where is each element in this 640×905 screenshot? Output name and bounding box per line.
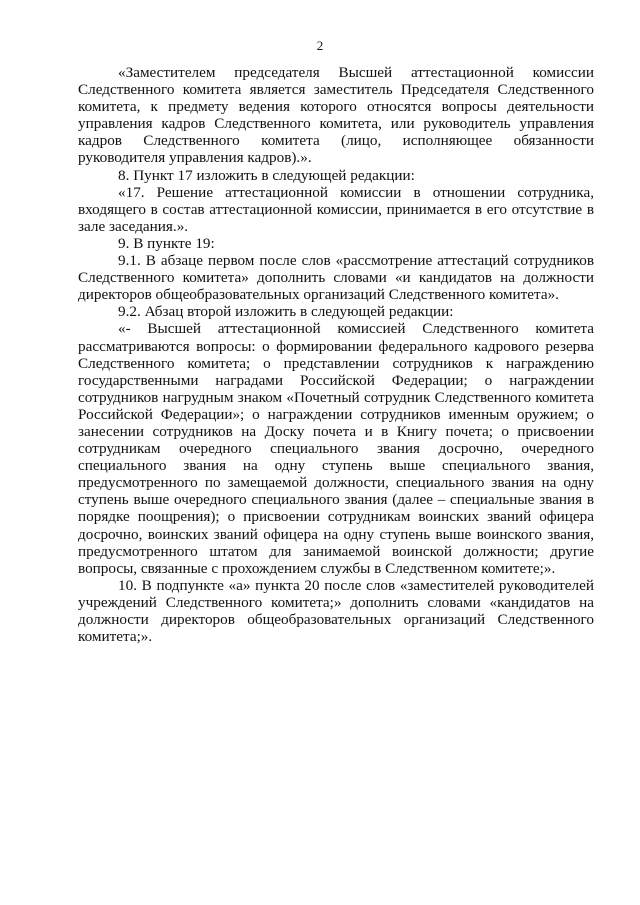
paragraph-item-9-2: 9.2. Абзац второй изложить в следующей редакции: bbox=[118, 303, 454, 321]
paragraph-item-9-1: 9.1. В абзаце первом после слов «рассмотрение аттестаций сотрудников Следственного комитета» дополнить словами «и кандидатов на должности директоров общеобразовательных организаций Следственного комитета». bbox=[78, 252, 594, 304]
paragraph-commission-questions: «- Высшей аттестационной комиссией Следственного комитета рассматриваются вопросы: о формировании федерального кадрового резерва Следственного комитета; о представлении сотрудников к награждению государственными наградами Российской Федерации; о награждении сотрудников нагрудным знаком «Почетный сотрудник Следственного комитета Российской Федерации»; о награждении сотрудников именным оружием; о занесении сотрудников на Доску почета и в Книгу почета; о присвоении сотрудникам очередного специального звания досрочно, очередного специального звания на одну ступень выше специального звания, предусмотренного по замещаемой должности, специального звания на одну ступень выше очередного специального звания (далее – специальные звания в порядке поощрения); о присвоении сотрудникам воинских званий офицера досрочно, воинских званий офицера на одну ступень выше воинского звания, предусмотренного штатом для занимаемой воинской должности; другие вопросы, связанные с прохождением службы в Следственном комитете;». bbox=[78, 320, 594, 577]
paragraph-item-9: 9. В пункте 19: bbox=[118, 234, 215, 252]
paragraph-item-10: 10. В подпункте «а» пункта 20 после слов «заместителей руководителей учреждений Следственного комитета;» дополнить словами «кандидатов на должности директоров общеобразовательных организаций Следственного комитета;». bbox=[78, 576, 594, 646]
paragraph-item-8: 8. Пункт 17 изложить в следующей редакции: bbox=[118, 166, 415, 184]
paragraph-item-17-text: «17. Решение аттестационной комиссии в отношении сотрудника, входящего в состав аттестационной комиссии, принимается в его отсутствие в зале заседания.». bbox=[78, 183, 594, 235]
document-body bbox=[78, 64, 594, 645]
page-number: 2 bbox=[316, 38, 324, 53]
paragraph-deputy-chairman: «Заместителем председателя Высшей аттестационной комиссии Следственного комитета является заместитель Председателя Следственного комитета, к предмету ведения которого относятся вопросы деятельности управления кадров Следственного комитета, или руководитель управления кадров Следственного комитета (лицо, исполняющее обязанности руководителя управления кадров).». bbox=[78, 64, 594, 167]
